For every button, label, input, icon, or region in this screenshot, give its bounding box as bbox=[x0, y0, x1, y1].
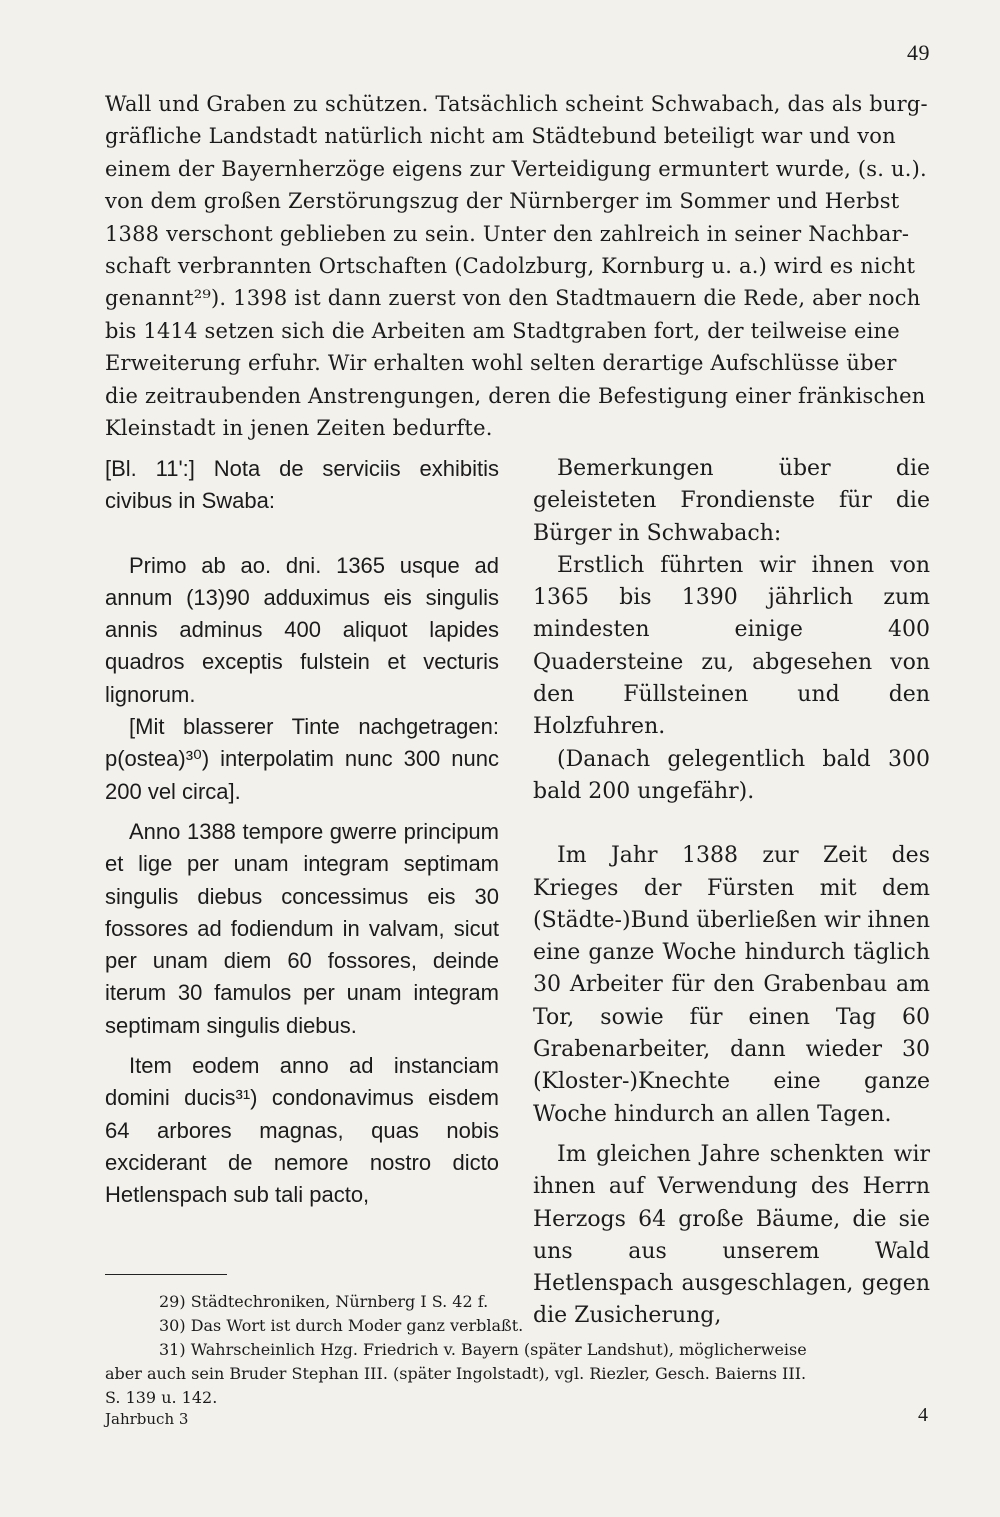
intro-line: die zeitraubenden Anstrengungen, deren die Befestigung einer fränkischen bbox=[105, 383, 926, 408]
footnote-divider bbox=[105, 1274, 227, 1275]
page-number: 49 bbox=[907, 40, 930, 65]
spacer bbox=[105, 808, 499, 816]
latin-paragraph: Item eodem anno ad instanciam domini ducis³¹) condonavimus eisdem 64 arbores magnas, quas nobis exciderant de nemore nostro dicto Hetlenspach sub tali pacto, bbox=[105, 1053, 499, 1208]
intro-line: genannt²⁹). 1398 ist dann zuerst von den Stadtmauern die Rede, aber noch bbox=[105, 286, 921, 311]
latin-heading: [Bl. 11':] Nota de serviciis exhibitis civibus in Swaba: bbox=[105, 456, 499, 514]
german-column bbox=[533, 453, 930, 1333]
spacer bbox=[533, 808, 930, 840]
sheet-number: 4 bbox=[918, 1404, 928, 1426]
german-paragraph: Im gleichen Jahre schenkten wir ihnen auf Verwendung des Herrn Herzogs 64 große Bäume, die sie uns aus unserem Wald Hetlenspach ausgeschlagen, gegen die Zusicherung, bbox=[533, 1141, 930, 1329]
intro-text bbox=[105, 88, 930, 444]
spacer bbox=[533, 1131, 930, 1139]
intro-line: Kleinstadt in jenen Zeiten bedurfte. bbox=[105, 416, 493, 441]
intro-line: von dem großen Zerstörungszug der Nürnberger im Sommer und Herbst bbox=[105, 189, 900, 214]
footnote-line: aber auch sein Bruder Stephan III. (später Ingolstadt), vgl. Riezler, Gesch. Baierns III. bbox=[105, 1364, 807, 1383]
intro-line: schaft verbrannten Ortschaften (Cadolzburg, Kornburg u. a.) wird es nicht bbox=[105, 254, 916, 279]
latin-column bbox=[105, 453, 499, 1212]
footnote-line: 29) Städtechroniken, Nürnberg I S. 42 f. bbox=[159, 1292, 489, 1311]
intro-line: bis 1414 setzen sich die Arbeiten am Stadtgraben fort, der teilweise eine bbox=[105, 318, 900, 343]
footnote-line: S. 139 u. 142. bbox=[105, 1388, 218, 1407]
intro-line: 1388 verschont geblieben zu sein. Unter den zahlreich in seiner Nachbar- bbox=[105, 221, 910, 246]
german-paragraph: Erstlich führten wir ihnen von 1365 bis 1390 jährlich zum mindesten einige 400 Quadersteine zu, abgesehen von den Füllsteinen und den Holzfuhren. bbox=[533, 552, 930, 740]
intro-line: gräfliche Landstadt natürlich nicht am Städtebund beteiligt war und von bbox=[105, 124, 896, 149]
intro-line: Erweiterung erfuhr. Wir erhalten wohl selten derartige Aufschlüsse über bbox=[105, 351, 897, 376]
footnote-line: 30) Das Wort ist durch Moder ganz verblaßt. bbox=[159, 1316, 524, 1335]
footnote-line: 31) Wahrscheinlich Hzg. Friedrich v. Bayern (später Landshut), möglicherweise bbox=[159, 1340, 807, 1359]
spacer bbox=[105, 518, 499, 550]
latin-paragraph: Primo ab ao. dni. 1365 usque ad annum (13)90 adduximus eis singulis annis adminus 400 aliquot lapides quadros exceptis fulstein et vecturis lignorum. bbox=[105, 552, 499, 707]
german-paragraph: Im Jahr 1388 zur Zeit des Krieges der Fürsten mit dem (Städte-)Bund überließen wir ihnen eine ganze Woche hindurch täglich 30 Arbeiter für den Grabenbau am Tor, sowie für einen Tag 60 Grabenarbeiter, dann wieder 30 (Kloster-)Knechte eine ganze Woche hindurch an allen Tagen. bbox=[533, 843, 930, 1127]
intro-line: Wall und Graben zu schützen. Tatsächlich scheint Schwabach, das als burg- bbox=[105, 92, 928, 116]
signature-mark: Jahrbuch 3 bbox=[105, 1410, 189, 1428]
intro-line: einem der Bayernherzöge eigens zur Verteidigung ermuntert wurde, (s. u.). bbox=[105, 156, 927, 181]
latin-note: [Mit blasserer Tinte nachgetragen: p(ostea)³⁰) interpolatim nunc 300 nunc 200 vel circa]. bbox=[105, 714, 499, 804]
latin-paragraph: Anno 1388 tempore gwerre principum et lige per unam integram septimam singulis diebus concessimus eis 30 fossores ad fodiendum in valvam, sicut per unam diem 60 fossores, deinde iterum 30 famulos per unam integram septimam singulis diebus. bbox=[105, 818, 499, 1038]
spacer bbox=[105, 1042, 499, 1050]
footnotes bbox=[105, 1290, 930, 1410]
german-note: (Danach gelegentlich bald 300 bald 200 ungefähr). bbox=[533, 746, 930, 804]
german-heading: Bemerkungen über die geleisteten Frondienste für die Bürger in Schwabach: bbox=[533, 456, 930, 546]
